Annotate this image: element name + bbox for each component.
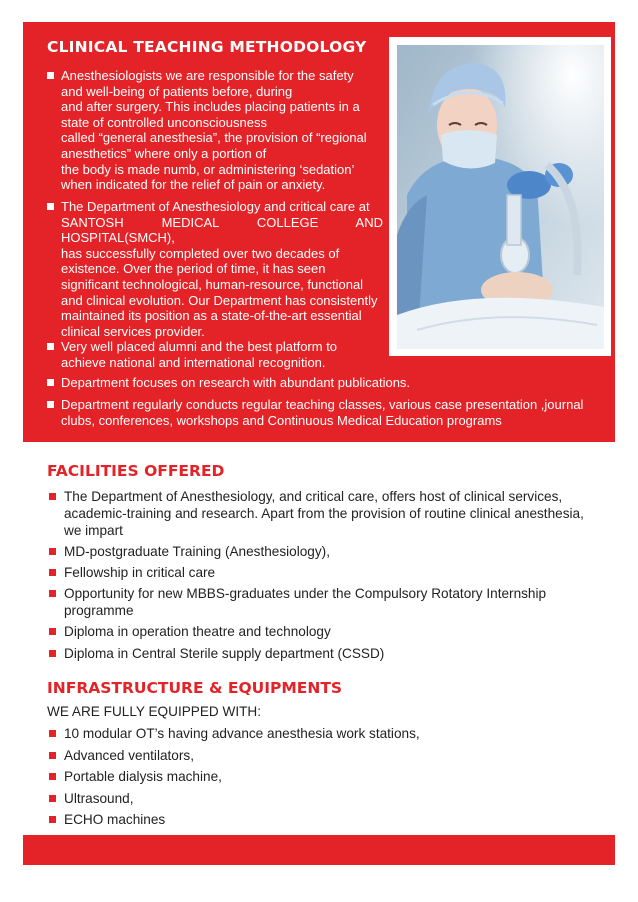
equipment-item [64, 747, 596, 764]
text-line: and clinical evolution. Our Department has consistently [61, 292, 378, 308]
equipment-item [64, 768, 596, 785]
text-line: has successfully completed over two decades of [61, 245, 340, 261]
text-line: maintained its position as a state-of-the-art essential [61, 308, 362, 324]
text-line: and after surgery. This includes placing patients in a [61, 99, 360, 115]
bullet-square-icon [49, 548, 56, 555]
equipment-item [64, 811, 596, 828]
bullet-square-icon [49, 650, 56, 657]
text-line: Anesthesiologists we are responsible for the safety [61, 68, 354, 83]
text-line: Portable dialysis machine, [64, 769, 222, 784]
equipment-item [64, 725, 596, 742]
text-line: Advanced ventilators, [64, 748, 194, 763]
equipment-item [64, 790, 596, 807]
text-line: anesthetics” where only a portion of [61, 145, 267, 161]
bullet-square-icon [49, 816, 56, 823]
anesthesiologist-photo [397, 45, 604, 349]
text-line: The Department of Anesthesiology and critical care at [61, 199, 370, 214]
bullet-square-icon [47, 203, 54, 210]
bullet-square-icon [49, 773, 56, 780]
bullet-square-icon [47, 401, 54, 408]
text-line: existence. Over the period of time, it has seen [61, 261, 326, 277]
text-line: MD-postgraduate Training (Anesthesiology), [64, 544, 330, 559]
clinical-bullet-4 [61, 375, 601, 391]
text-line: significant technological, human-resource, functional [61, 276, 364, 292]
bullet-square-icon [47, 343, 54, 350]
clinical-section-title: CLINICAL TEACHING METHODOLOGY [47, 38, 367, 56]
text-line: ECHO machines [64, 812, 166, 827]
bullet-square-icon [49, 569, 56, 576]
text-line: programme [64, 603, 134, 618]
bullet-square-icon [49, 590, 56, 597]
clinical-bullet-2 [61, 199, 383, 339]
text-line: we impart [64, 523, 123, 538]
text-line: Opportunity for new MBBS-graduates under the Compulsory Rotatory Internship [64, 586, 547, 601]
text-line: 10 modular OT’s having advance anesthesia work stations, [64, 726, 420, 741]
bullet-square-icon [49, 752, 56, 759]
infrastructure-intro: WE ARE FULLY EQUIPPED WITH: [47, 704, 262, 719]
text-line: Fellowship in critical care [64, 565, 216, 580]
bullet-square-icon [47, 72, 54, 79]
text-line: when indicated for the relief of pain or anxiety. [61, 177, 326, 193]
facility-item [64, 564, 596, 581]
clinical-bullet-5 [61, 397, 593, 428]
clinical-bullet-1 [61, 68, 383, 193]
text-line: clubs, conferences, workshops and Continuous Medical Education programs [61, 412, 502, 428]
facilities-section-title: FACILITIES OFFERED [47, 462, 225, 480]
bullet-square-icon [49, 730, 56, 737]
infrastructure-section-title: INFRASTRUCTURE & EQUIPMENTS [47, 679, 343, 697]
text-line: Ultrasound, [64, 791, 134, 806]
footer-bar [23, 835, 615, 865]
text-line: Department regularly conducts regular teaching classes, various case presentation ,journal [61, 397, 584, 412]
text-line: Diploma in operation theatre and technology [64, 624, 331, 639]
text-line: called “general anesthesia”, the provision of “regional [61, 130, 367, 146]
facility-item [64, 488, 596, 539]
bullet-square-icon [47, 379, 54, 386]
text-line: The Department of Anesthesiology, and critical care, offers host of clinical services, [64, 489, 563, 504]
text-line: Department focuses on research with abundant publications. [61, 375, 411, 390]
text-line: and well-being of patients before, during [61, 83, 293, 99]
text-line: state of controlled unconsciousness [61, 114, 267, 130]
text-line: Very well placed alumni and the best platform to [61, 339, 338, 354]
text-line: Diploma in Central Sterile supply department (CSSD) [64, 646, 385, 661]
text-line: achieve national and international recognition. [61, 354, 326, 370]
facility-item [64, 623, 596, 640]
text-line: the body is made numb, or administering ‘sedation’ [61, 161, 355, 177]
text-line: clinical services provider. [61, 323, 205, 339]
text-line: academic-training and research. Apart from the provision of routine clinical anesthesia, [64, 506, 584, 521]
clinical-bullet-3 [61, 339, 383, 370]
bullet-square-icon [49, 628, 56, 635]
bullet-square-icon [49, 493, 56, 500]
facility-item [64, 543, 596, 560]
facility-item [64, 585, 596, 619]
text-line: SANTOSH MEDICAL COLLEGE AND HOSPITAL(SMCH), [61, 214, 383, 246]
bullet-square-icon [49, 795, 56, 802]
facility-item [64, 645, 596, 662]
